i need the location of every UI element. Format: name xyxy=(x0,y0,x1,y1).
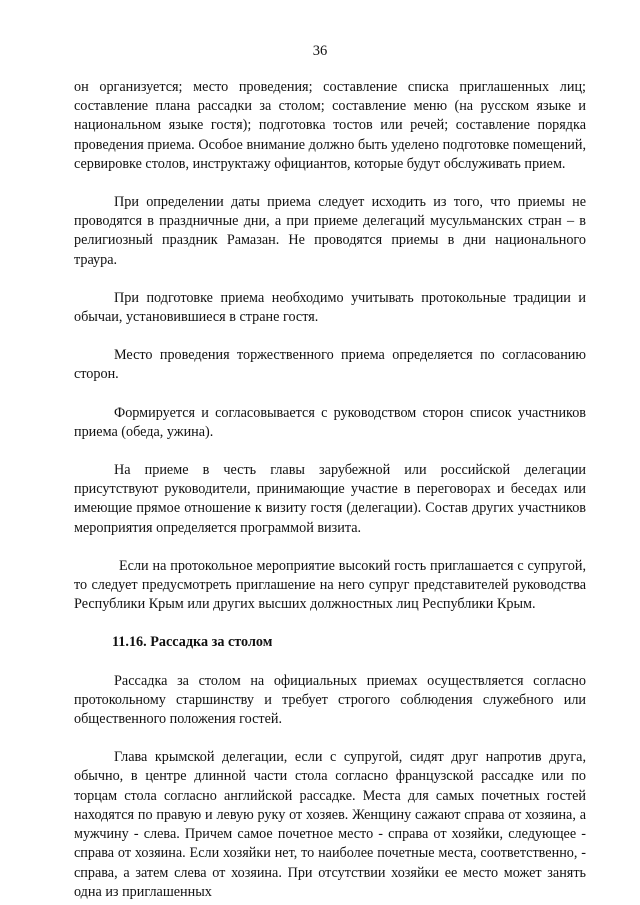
paragraph-participant-list: Формируется и согласовывается с руководством сторон список участников приема (обеда, ужина). xyxy=(74,404,586,440)
section-heading: 11.16. Рассадка за столом xyxy=(112,634,273,651)
paragraph-spouse-invitation: Если на протокольное мероприятие высокий гость приглашается с супругой, то следует предусмотреть приглашение на него супруг представителей руководства Республики Крым или других высших должностных лиц Республики Крым. xyxy=(74,557,586,613)
paragraph-reception-attendees: На приеме в честь главы зарубежной или российской делегации присутствуют руководители, принимающие участие в переговорах и беседах или имеющие прямое отношение к визиту гостя (делегации). Состав других участников мероприятия определяется программой визита. xyxy=(74,462,586,536)
paragraph-preparation-steps: он организуется; место проведения; составление списка приглашенных лиц; составление плана рассадки за столом; составление меню (на русском языке и национальном языке гостя); подготовка тостов или речей; составление порядка проведения приема. Особое внимание должно быть уделено подготовке помещений, сервировке столов, инструктажу официантов, которые будут обслуживать прием. xyxy=(74,79,586,172)
page-body xyxy=(74,78,586,902)
paragraph-reception-venue: Место проведения торжественного приема определяется по согласованию сторон. xyxy=(74,347,586,383)
page-number: 36 xyxy=(312,43,328,59)
paragraph-protocol-traditions: При подготовке приема необходимо учитывать протокольные традиции и обычаи, установившиеся в стране гостя. xyxy=(74,289,586,326)
paragraph-reception-date: При определении даты приема следует исходить из того, что приемы не проводятся в праздничные дни, а при приеме делегаций мусульманских стран – в религиозный праздник Рамазан. Не проводятся приемы в дни национального траура. xyxy=(74,194,586,268)
paragraph-seating-rules: Глава крымской делегации, если с супругой, сидят друг напротив друга, обычно, в центре длинной части стола согласно французской рассадке или по торцам стола согласно английской рассадке. Места для самых почетных гостей находятся по правую и левую руку от хозяев. Женщину сажают справа от хозяина, а мужчину - слева. Причем самое почетное место - справа от хозяйки, следующее - справа от хозяина. Если хозяйки нет, то наиболее почетные места, соответственно, - справа, а затем слева от хозяина. При отсутствии хозяйки ее место может занять одна из приглашенных xyxy=(74,749,586,900)
paragraph-seating-protocol: Рассадка за столом на официальных приемах осуществляется согласно протокольному старшинству и требует строгого соблюдения служебного или общественного положения гостей. xyxy=(74,672,586,728)
